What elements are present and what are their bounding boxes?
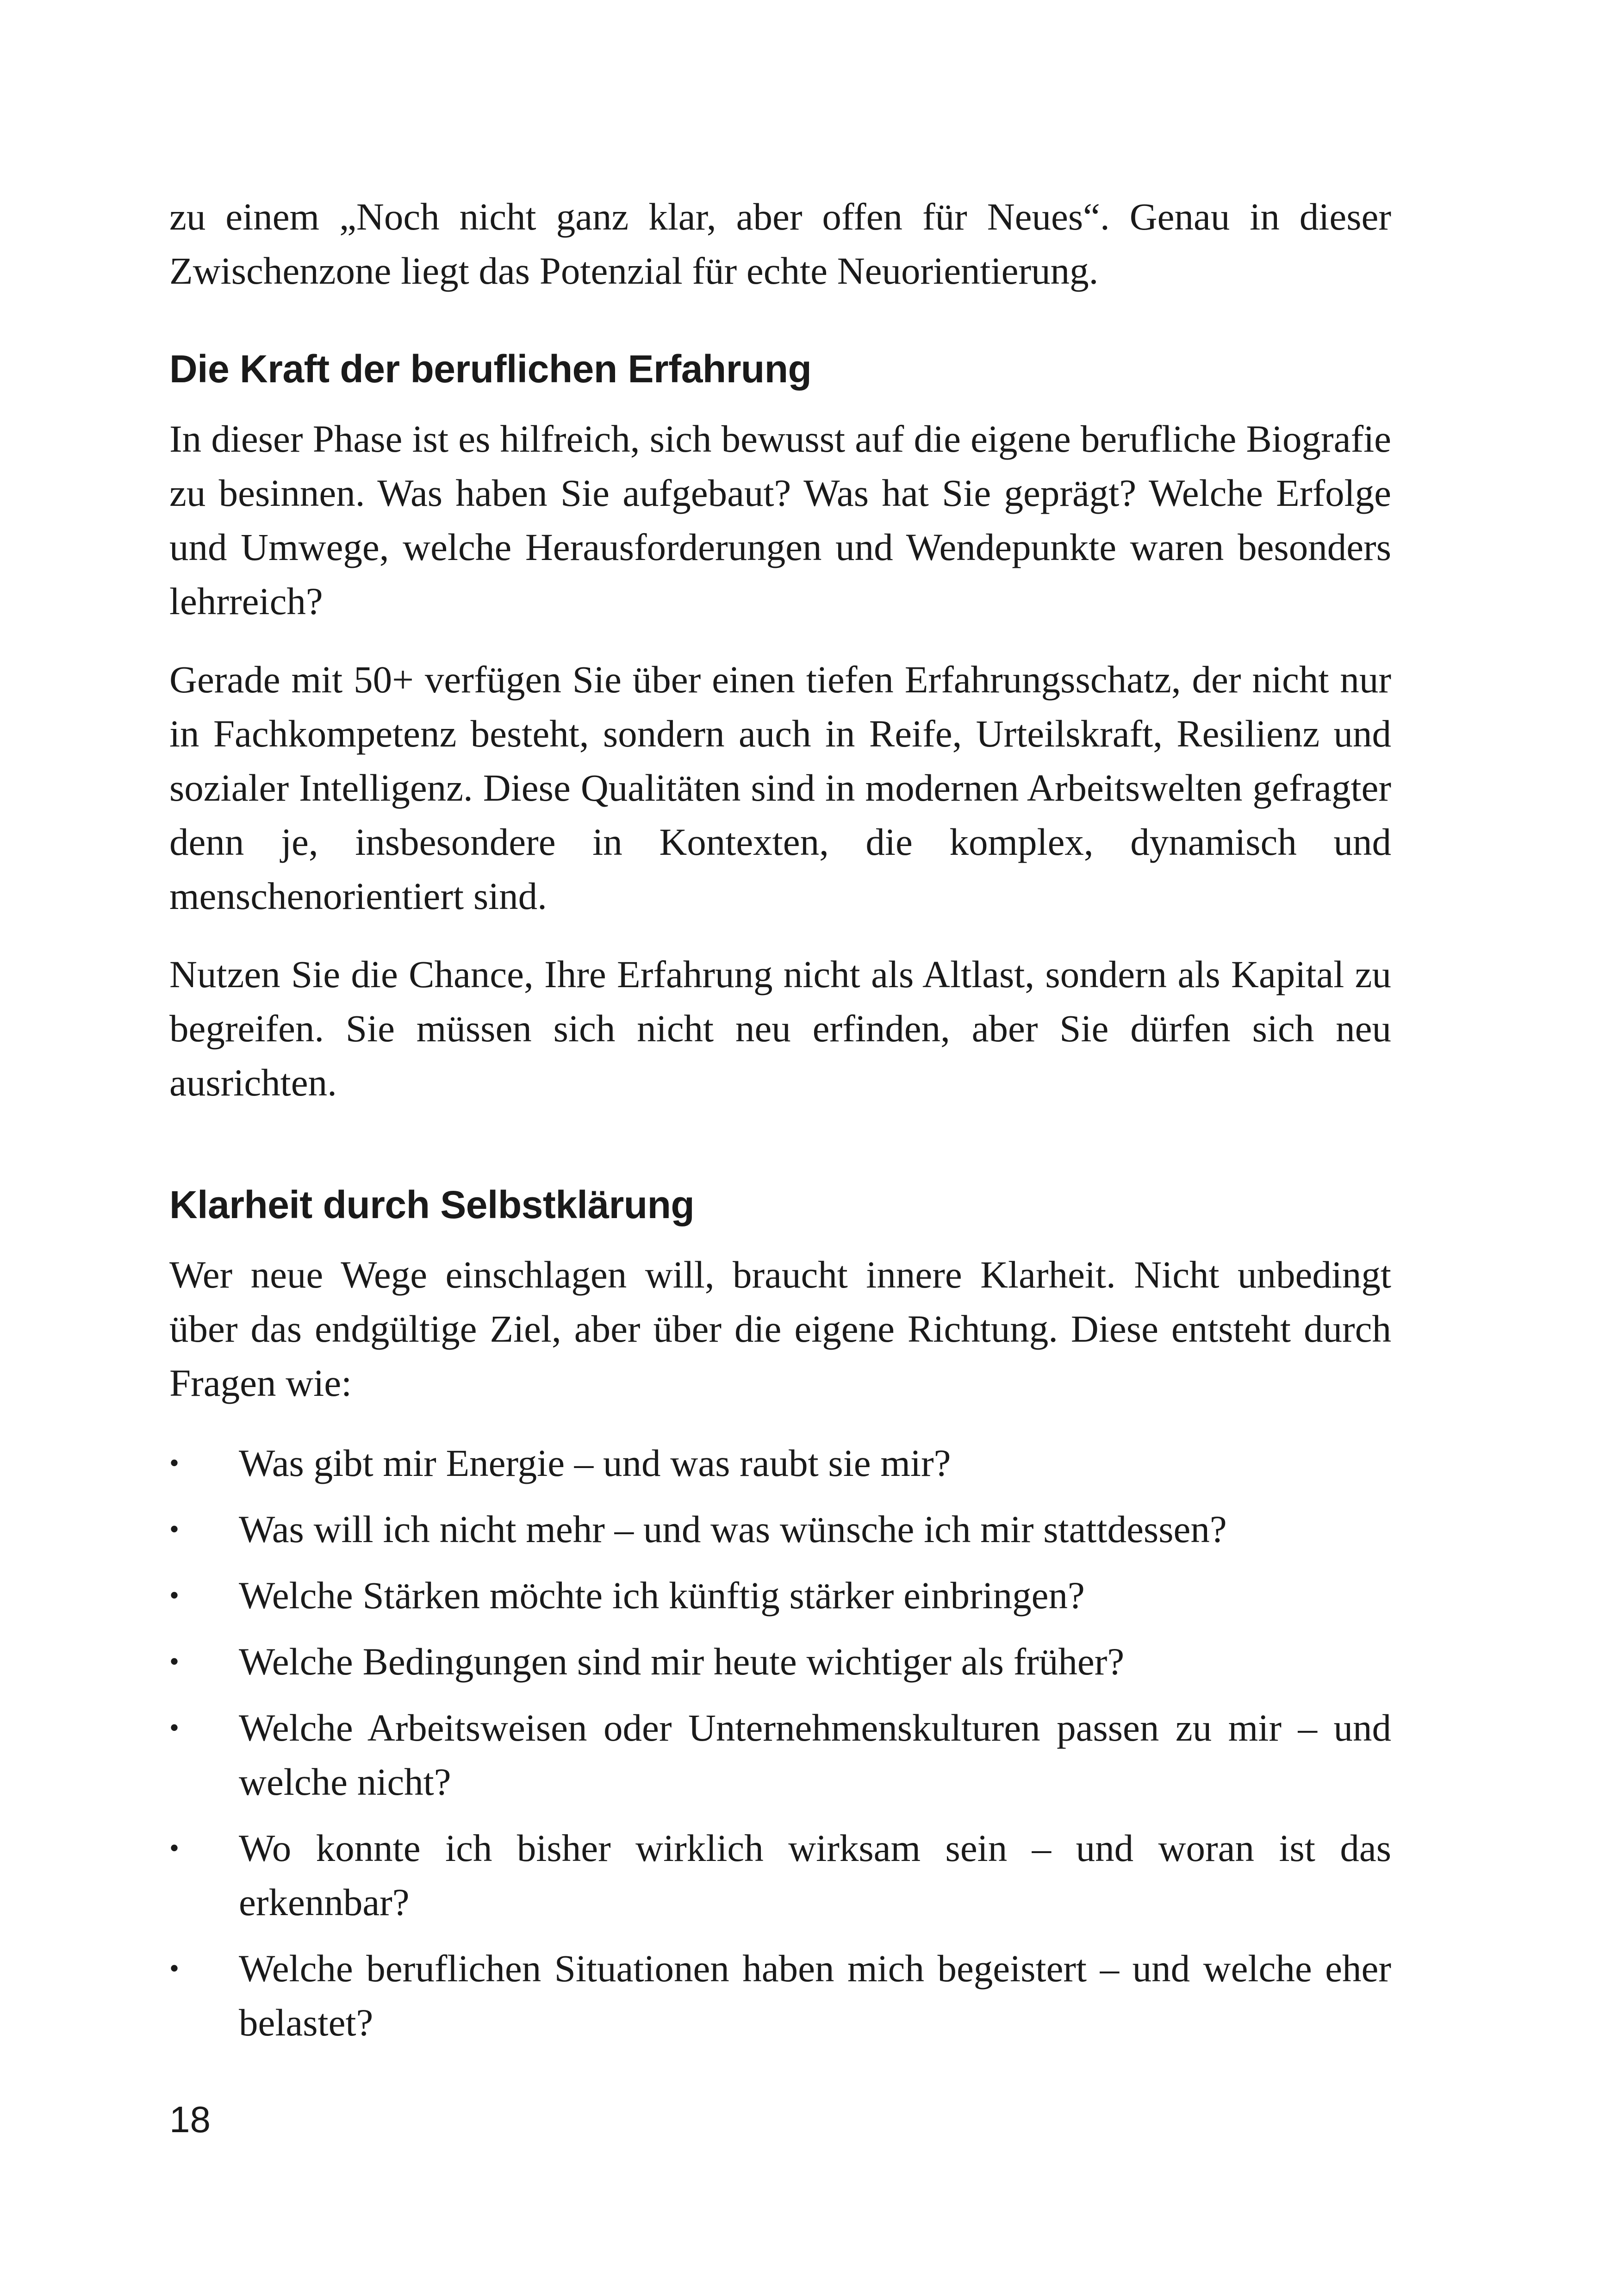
list-item	[169, 1821, 1391, 1929]
list-item-text: Was gibt mir Energie – und was raubt sie mir?	[239, 1442, 951, 1484]
list-item	[169, 1635, 1391, 1689]
list-item	[169, 1502, 1391, 1556]
section-heading-clarity: Klarheit durch Selbstklärung	[169, 1183, 695, 1226]
list-item	[169, 1436, 1391, 1490]
bullet-icon: •	[169, 1712, 180, 1743]
list-item-text: Was will ich nicht mehr – und was wünsche ich mir stattdessen?	[239, 1508, 1227, 1550]
list-item-text: Welche Stärken möchte ich künftig stärker einbringen?	[239, 1574, 1085, 1617]
list-item	[169, 1941, 1391, 2050]
bullet-icon: •	[169, 1514, 180, 1544]
paragraph-biography: In dieser Phase ist es hilfreich, sich bewusst auf die eigene berufliche Biografie zu besinnen. Was haben Sie aufgebaut? Was hat Sie geprägt? Welche Erfolge und Umwege, welche Herausforderungen und Wendepunkte waren besonders lehrreich?	[169, 417, 1391, 622]
question-list	[169, 1436, 1391, 2050]
paragraph-capital: Nutzen Sie die Chance, Ihre Erfahrung nicht als Altlast, sondern als Kapital zu begreifen. Sie müssen sich nicht neu erfinden, aber Sie dürfen sich neu ausrichten.	[169, 953, 1391, 1104]
bullet-icon: •	[169, 1580, 180, 1611]
paragraph-experience-treasure: Gerade mit 50+ verfügen Sie über einen tiefen Erfahrungsschatz, der nicht nur in Fachkompetenz besteht, sondern auch in Reife, Urteilskraft, Resilienz und sozialer Intelligenz. Diese Qualitäten sind in modernen Arbeitswelten gefragter denn je, insbesondere in Kontexten, die komplex, dynamisch und menschenorientiert sind.	[169, 658, 1391, 917]
bullet-icon: •	[169, 1953, 180, 1984]
page-number: 18	[169, 2099, 211, 2140]
section-heading-experience: Die Kraft der beruflichen Erfahrung	[169, 347, 812, 391]
bullet-icon: •	[169, 1833, 180, 1863]
bullet-icon: •	[169, 1646, 180, 1677]
page-content	[169, 190, 1391, 2062]
list-item	[169, 1701, 1391, 1809]
list-item-text: Welche beruflichen Situationen haben mich begeistert – und welche eher belastet?	[239, 1947, 1391, 2044]
intro-paragraph: zu einem „Noch nicht ganz klar, aber offen für Neues“. Genau in dieser Zwischenzone liegt das Potenzial für echte Neuorientierung.	[169, 195, 1391, 292]
list-item-text: Wo konnte ich bisher wirklich wirksam sein – und woran ist das erkennbar?	[239, 1827, 1391, 1923]
paragraph-inner-clarity: Wer neue Wege einschlagen will, braucht innere Klarheit. Nicht unbedingt über das endgültige Ziel, aber über die eigene Richtung. Diese entsteht durch Fragen wie:	[169, 1253, 1391, 1404]
list-item-text: Welche Arbeitsweisen oder Unternehmenskulturen passen zu mir – und welche nicht?	[239, 1706, 1391, 1803]
list-item-text: Welche Bedingungen sind mir heute wichtiger als früher?	[239, 1640, 1125, 1683]
list-item	[169, 1568, 1391, 1623]
bullet-icon: •	[169, 1448, 180, 1478]
